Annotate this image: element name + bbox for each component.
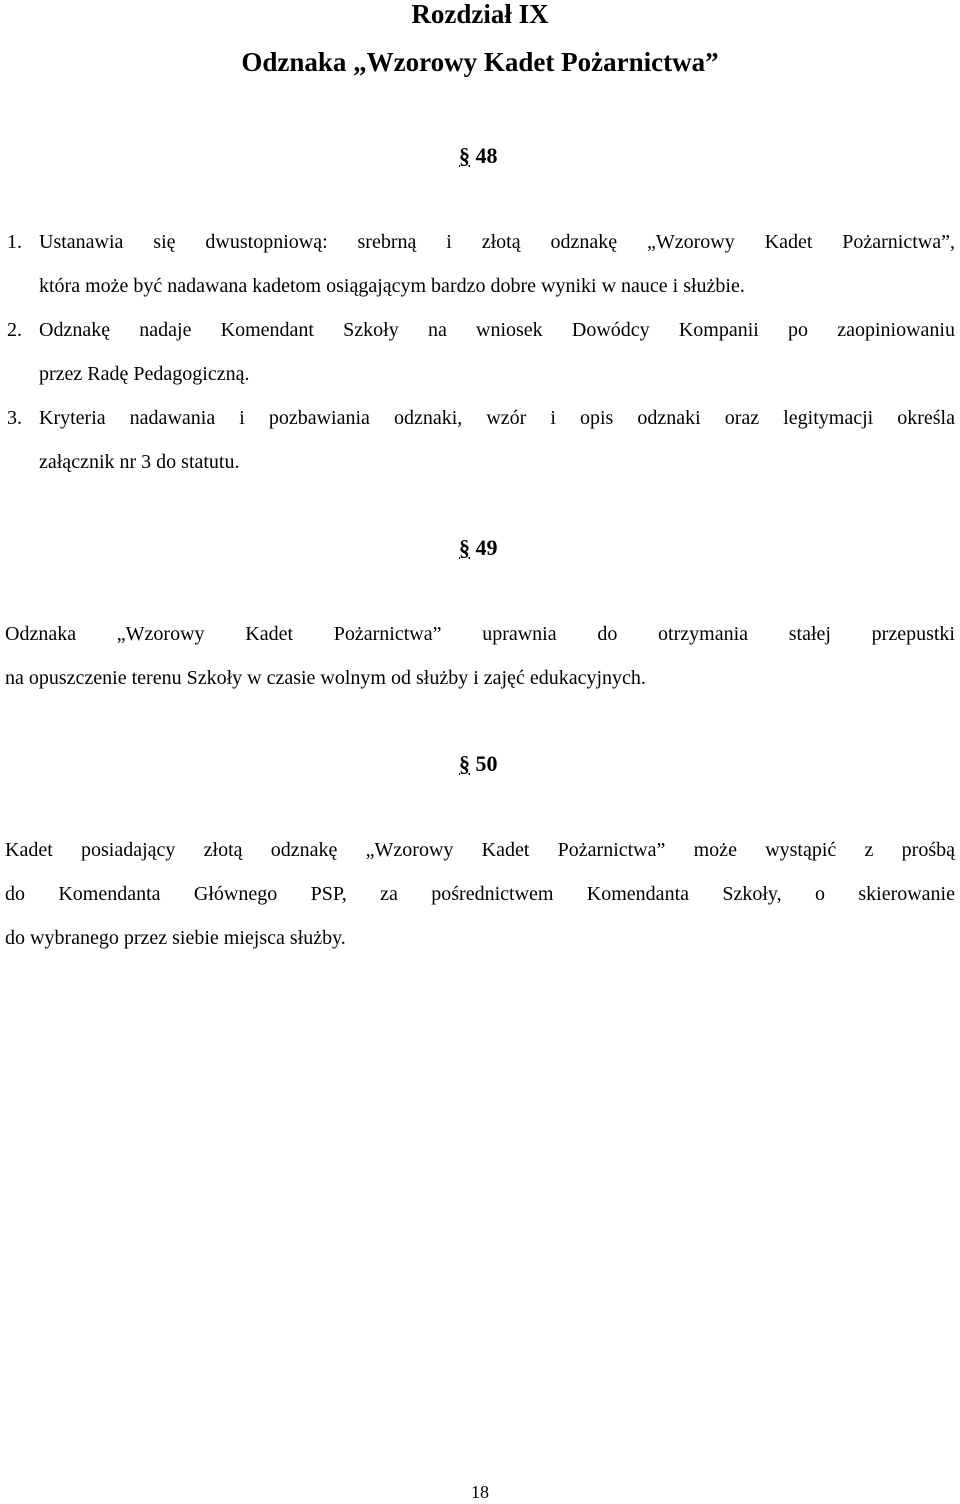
section-50-line-3: do wybranego przez siebie miejsca służby. — [5, 927, 346, 949]
paragraph-symbol: § — [459, 535, 470, 560]
section-50-line-1: Kadet posiadający złotą odznakę „Wzorowy Kadet Pożarnictwa” może wystąpić z prośbą — [5, 839, 955, 861]
section-50-heading — [459, 748, 498, 780]
chapter-number: Rozdział IX — [411, 0, 549, 29]
item-2-line-1: Odznakę nadaje Komendant Szkoły na wniosek Dowódcy Kompanii po zaopiniowaniu — [39, 319, 955, 341]
section-50-line-2: do Komendanta Głównego PSP, za pośrednictwem Komendanta Szkoły, o skierowanie — [5, 883, 955, 905]
paragraph-symbol: § — [459, 143, 470, 168]
item-3-line-2: załącznik nr 3 do statutu. — [39, 451, 240, 473]
section-number: 50 — [475, 751, 498, 776]
item-1-number: 1. — [7, 231, 22, 253]
item-2-number: 2. — [7, 319, 22, 341]
item-2-line-2: przez Radę Pedagogiczną. — [39, 363, 250, 385]
page-number: 18 — [471, 1482, 489, 1502]
section-49-heading — [459, 532, 498, 564]
section-number: 49 — [475, 535, 498, 560]
section-49-line-2: na opuszczenie terenu Szkoły w czasie wolnym od służby i zajęć edukacyjnych. — [5, 667, 646, 689]
section-number: 48 — [475, 143, 498, 168]
item-1-line-1: Ustanawia się dwustopniową: srebrną i złotą odznakę „Wzorowy Kadet Pożarnictwa”, — [39, 231, 955, 253]
item-3-number: 3. — [7, 407, 22, 429]
item-1-line-2: która może być nadawana kadetom osiągającym bardzo dobre wyniki w nauce i służbie. — [39, 275, 745, 297]
section-49-line-1: Odznaka „Wzorowy Kadet Pożarnictwa” uprawnia do otrzymania stałej przepustki — [5, 623, 955, 645]
chapter-title: Odznaka „Wzorowy Kadet Pożarnictwa” — [241, 47, 719, 77]
item-3-line-1: Kryteria nadawania i pozbawiania odznaki, wzór i opis odznaki oraz legitymacji określa — [39, 407, 955, 429]
section-48-heading — [459, 140, 498, 172]
paragraph-symbol: § — [459, 751, 470, 776]
